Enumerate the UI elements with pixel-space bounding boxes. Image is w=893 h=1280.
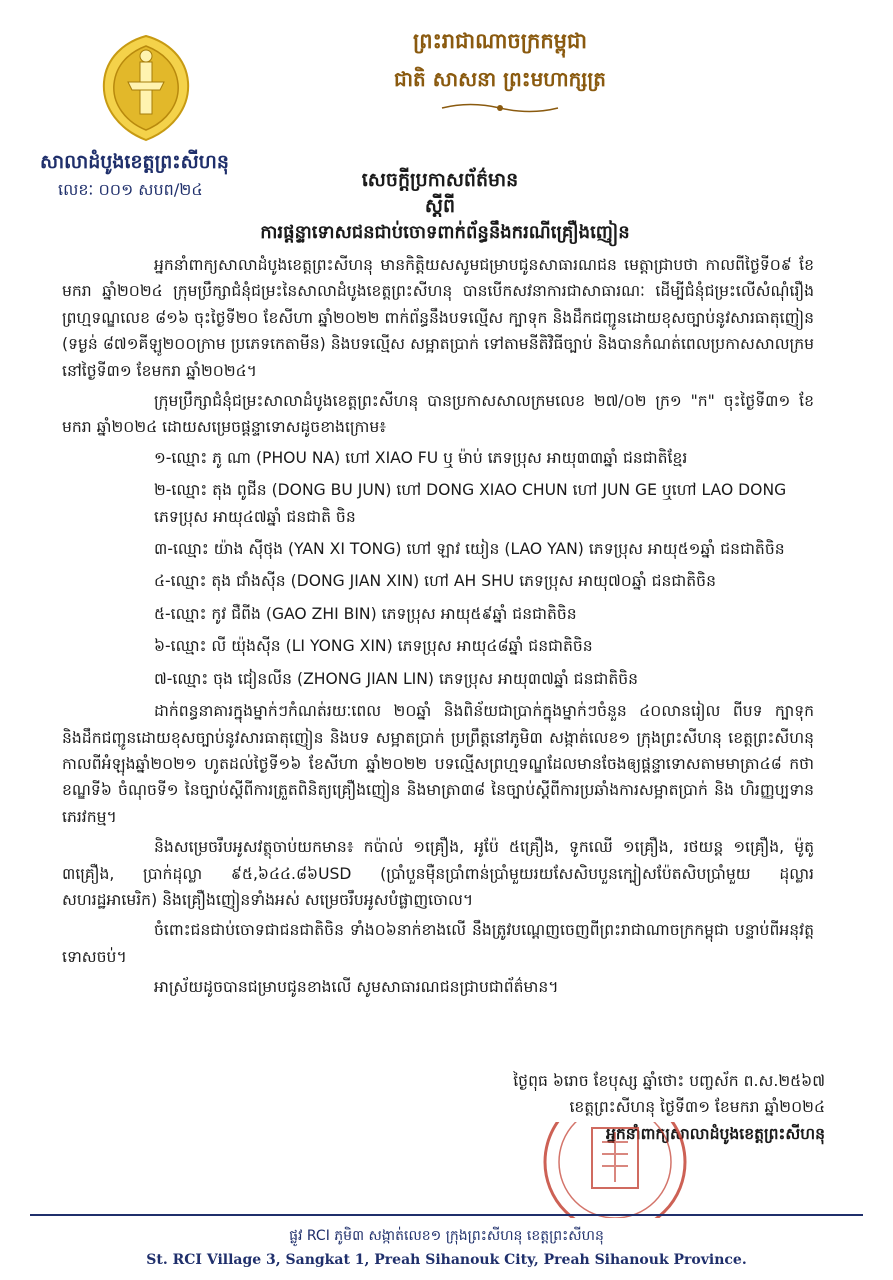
- court-emblem-icon: [98, 32, 194, 144]
- defendant-item: ៣-ឈ្មោះ យ៉ាង ស៊ីថុង (YAN XI TONG) ហៅ ឡាវ យៀន (LAO YAN) ភេទប្រុស អាយុ៥១ឆ្នាំ ជនជាតិចិន: [154, 540, 785, 559]
- paragraph-sentence: ដាក់ពន្ធនាគារក្នុងម្នាក់ៗកំណត់រយៈពេល ២០ឆ្នាំ និងពិន័យជាប្រាក់ក្នុងម្នាក់ៗចំនួន ៤០លានរៀល ពីបទ ក្បាទុក និងដឹកជញ្ជូនដោយខុសច្បាប់នូវសារធាតុញៀន និងបទ សម្អាតប្រាក់ ប្រព្រឹត្តនៅភូមិ៣ សង្កាត់លេខ១ ក្រុងព្រះសីហនុ ខេត្តព្រះសីហនុ កាលពីអំឡុងឆ្នាំ២០២១ ហូតដល់ថ្ងៃទី១៦ ខែសីហា ឆ្នាំ២០២២ បទល្មើសព្រហ្មទណ្ឌដែលមានចែងឲ្យផ្តន្ទាទោសតាមមាត្រា៤៨ កថាខណ្ឌទី៦ ចំណុចទី១ នៃច្បាប់ស្តីពីការត្រួតពិនិត្យគ្រឿងញៀន និងមាត្រា៣៨ នៃច្បាប់ស្តីពីការប្រឆាំងការសម្អាតប្រាក់ និង ហិរញ្ញប្បទានភេរវកម្ម។: [62, 702, 814, 826]
- document-subject: ការផ្តន្ទាទោសជនជាប់ចោទពាក់ព័ន្ធនឹងករណីគ្រឿងញៀន: [260, 222, 630, 243]
- signing-officer: អ្នកនាំពាក្យសាលាដំបូងខេត្តព្រះសីហនុ: [605, 1124, 825, 1143]
- court-name: សាលាដំបូងខេត្តព្រះសីហនុ: [40, 151, 229, 173]
- paragraph-closing: អាស្រ័យដូចបានជម្រាបជូនខាងលើ សូមសាធារណជនជ្រាបជាព័ត៌មាន។: [154, 978, 559, 997]
- national-motto: ជាតិ សាសនា ព្រះមហាក្សត្រ: [394, 67, 606, 91]
- official-seal-icon: [530, 1122, 700, 1218]
- document-subtitle-about: ស្តីពី: [424, 195, 456, 217]
- paragraph-hearing: អ្នកនាំពាក្យសាលាដំបូងខេត្តព្រះសីហនុ មានកិត្តិយសសូមជម្រាបជូនសាធារណជន មេត្តាជ្រាបថា កាលពីថ្ងៃទី០៩ ខែមករា ឆ្នាំ២០២៤ ក្រុមប្រឹក្សាជំនុំជម្រះនៃសាលាដំបូងខេត្តព្រះសីហនុ បានបើកសវនាការជាសាធារណៈ ដើម្បីជំនុំជម្រះលើសំណុំរឿងព្រហ្មទណ្ឌលេខ ៨១៦ ចុះថ្ងៃទី២០ ខែសីហា ឆ្នាំ២០២២ ពាក់ព័ន្ធនឹងបទល្មើស ក្បាទុក និងដឹកជញ្ជូនដោយខុសច្បាប់នូវសារធាតុញៀន (ទម្ងន់ ៨៧១គីឡូ២០០ក្រាម ប្រភេទកេតាមីន) និងបទល្មើស សម្អាតប្រាក់ ទៅតាមនីតិវិធីច្បាប់ និងបានកំណត់ពេលប្រកាសសាលក្រមនៅថ្ងៃទី៣១ ខែមករា ឆ្នាំ២០២៤។: [62, 256, 814, 380]
- announcement-body: [62, 252, 814, 1005]
- ornament-divider-icon: [440, 101, 560, 115]
- reference-number: លេខៈ ០០១ សបព/២៤: [58, 180, 203, 199]
- footer-address-english: St. RCI Village 3, Sangkat 1, Preah Sihanouk City, Preah Sihanouk Province.: [146, 1252, 747, 1268]
- defendant-item: ៤-ឈ្មោះ តុង ជាំងស៊ីន (DONG JIAN XIN) ហៅ AH SHU ភេទប្រុស អាយុ៧០ឆ្នាំ ជនជាតិចិន: [154, 572, 716, 591]
- defendant-item: ៥-ឈ្មោះ កូវ ជឺពីង (GAO ZHI BIN) ភេទប្រុស អាយុ៥៩ឆ្នាំ ជនជាតិចិន: [154, 604, 577, 623]
- defendant-item: ៧-ឈ្មោះ ចុង ជៀនលីន (ZHONG JIAN LIN) ភេទប្រុស អាយុ៣៧ឆ្នាំ ជនជាតិចិន: [154, 669, 639, 688]
- footer-divider: [30, 1214, 863, 1216]
- lunar-date: ថ្ងៃពុធ ៦រោច ខែបុស្ស ឆ្នាំថោះ បញ្ចស័ក ព.ស.២៥៦៧: [513, 1072, 825, 1090]
- defendant-item: ៦-ឈ្មោះ លី យ៉ុងស៊ីន (LI YONG XIN) ភេទប្រុស អាយុ៤៨ឆ្នាំ ជនជាតិចិន: [154, 637, 593, 656]
- paragraph-verdict: ក្រុមប្រឹក្សាជំនុំជម្រះសាលាដំបូងខេត្តព្រះសីហនុ បានប្រកាសសាលក្រមលេខ ២៧/០២ ក្រ១ "ក" ចុះថ្ងៃទី៣១ ខែមករា ឆ្នាំ២០២៤ ដោយសម្រេចផ្តន្ទាទោសដូចខាងក្រោម៖: [62, 392, 814, 437]
- paragraph-confiscation: និងសម្រេចរឹបអូសវត្ថុចាប់យកមាន៖ កប៉ាល់ ១គ្រឿង, អូប៉ែ ៥គ្រឿង, ទូកឈើ ១គ្រឿង, រថយន្ត ១គ្រឿង, ម៉ូតូ ៣គ្រឿង, ប្រាក់ដុល្លា ៩៥,៦៤៤.៨៦USD (ប្រាំបួនម៉ឺនប្រាំពាន់ប្រាំមួយរយសែសិបបួនក្បៀសប៉ែតសិបប្រាំមួយ ដុល្លារសហរដ្ឋអាមេរិក) និងគ្រឿងញៀនទាំងអស់ សម្រេចរឹបអូសបំផ្លាញចោល។: [62, 838, 814, 909]
- document-title: សេចក្តីប្រកាសព័ត៌មាន: [361, 169, 519, 191]
- solar-date: ខេត្តព្រះសីហនុ ថ្ងៃទី៣១ ខែមករា ឆ្នាំ២០២៤: [569, 1098, 825, 1117]
- kingdom-heading: ព្រះរាជាណាចក្រកម្ពុជា: [412, 28, 587, 53]
- defendant-item: ២-ឈ្មោះ តុង ពូជីន (DONG BU JUN) ហៅ DONG XIAO CHUN ហៅ JUN GE ឬហៅ LAO DONG ភេទប្រុស អាយុ៤៧ឆ្នាំ ជនជាតិ ចិន: [154, 481, 787, 526]
- footer-address-khmer: ផ្លូវ RCI ភូមិ៣ សង្កាត់លេខ១ ក្រុងព្រះសីហនុ ខេត្តព្រះសីហនុ: [289, 1228, 604, 1244]
- paragraph-deportation: ចំពោះជនជាប់ចោទជាជនជាតិចិន ទាំង០៦នាក់ខាងលើ នឹងត្រូវបណ្តេញចេញពីព្រះរាជាណាចក្រកម្ពុជា បន្ទាប់ពីអនុវត្តទោសចប់។: [62, 921, 814, 966]
- defendant-item: ១-ឈ្មោះ ភូ ណា (PHOU NA) ហៅ XIAO FU ឬ ម៉ាប់ ភេទប្រុស អាយុ៣៣ឆ្នាំ ជនជាតិខ្មែរ: [154, 448, 688, 467]
